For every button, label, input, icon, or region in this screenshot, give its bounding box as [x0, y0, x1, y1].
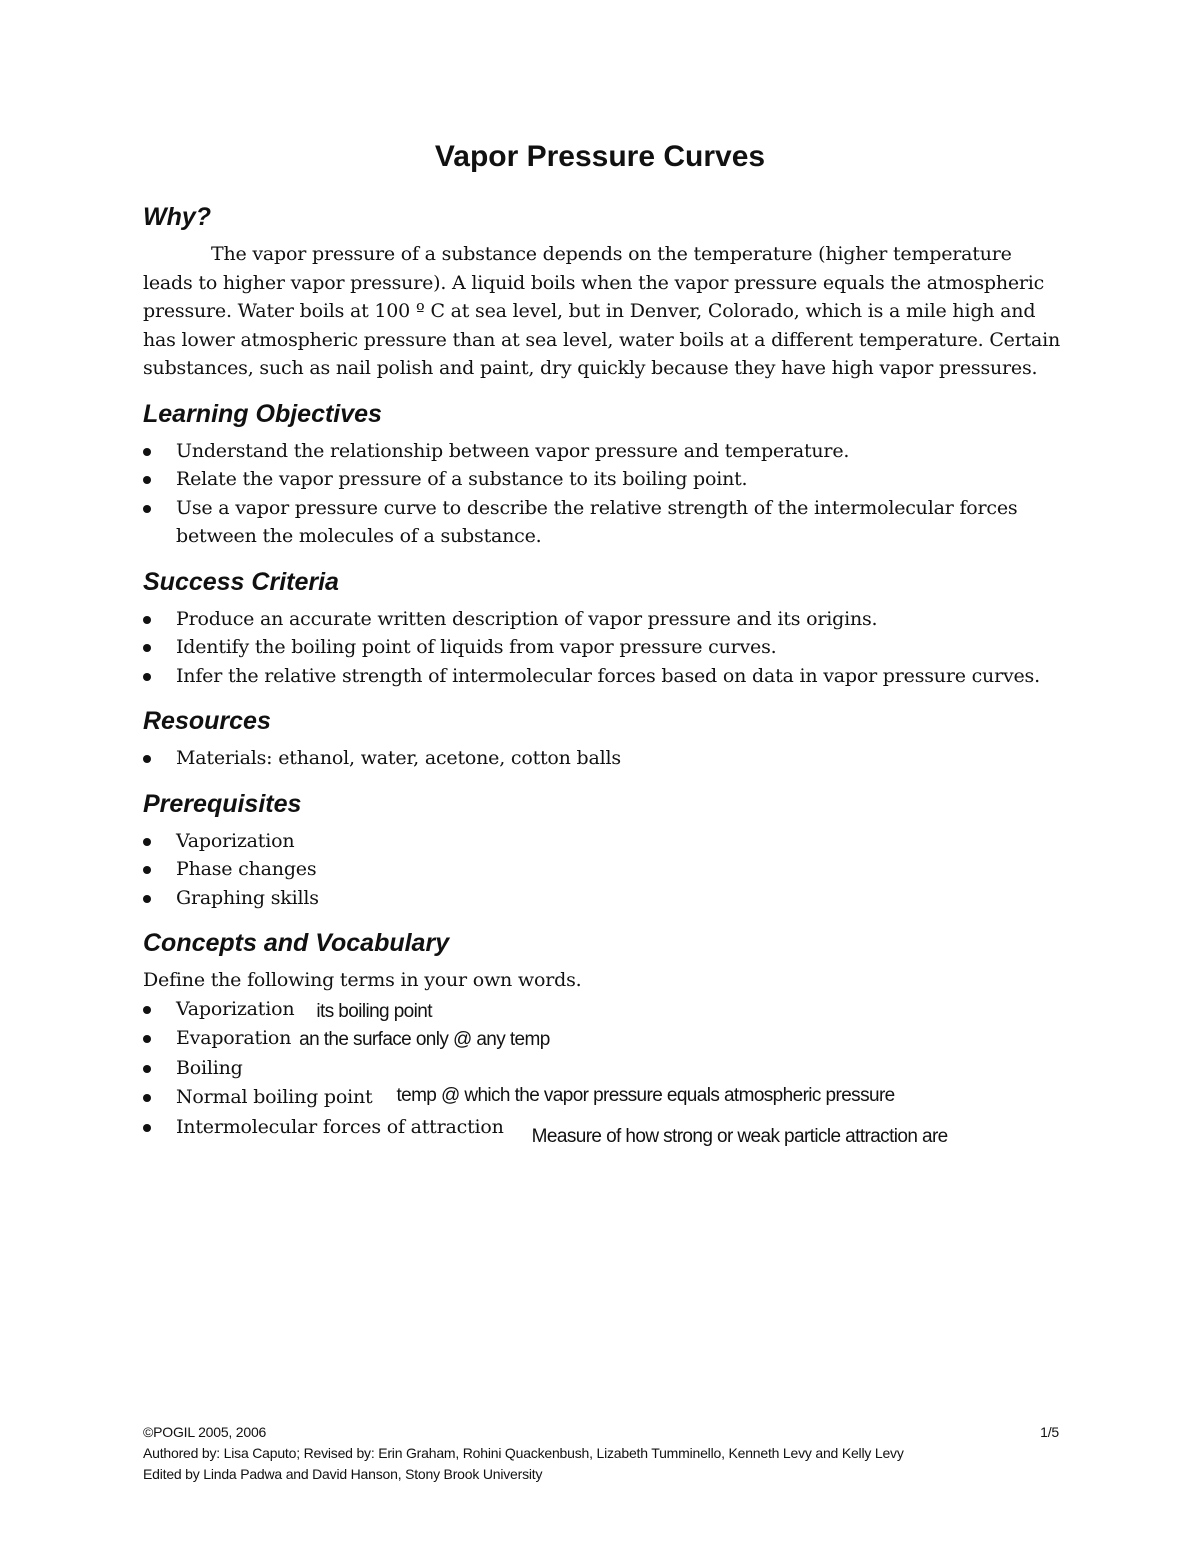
page-number: 1/5 [1040, 1424, 1059, 1440]
learning-objectives-heading: Learning Objectives [143, 399, 382, 428]
why-paragraph: The vapor pressure of a substance depends on the temperature (higher temperature leads to higher vapor pressure). A liquid boils when the vapor pressure equals the atmospheric pressure. Water boils at 100 º C at sea level, but in Denver, Colorado, which is a mile high and has lower atmospheric pressure than at sea level, water boils at a different temperature. Certain substances, such as nail polish and paint, dry quickly because they have high vapor pressures. [143, 243, 1061, 379]
bullet-icon [143, 838, 151, 846]
concepts-instructions: Define the following terms in your own words. [143, 969, 582, 991]
bullet-icon [143, 866, 151, 874]
list-item [143, 633, 1083, 662]
learning-objectives-list [143, 437, 1083, 551]
list-item [143, 662, 1083, 691]
concepts-heading: Concepts and Vocabulary [143, 929, 450, 957]
bullet-icon [143, 476, 151, 484]
list-item-text: Understand the relationship between vapor pressure and temperature. [176, 439, 850, 462]
list-item [143, 744, 1083, 773]
list-item-text: Produce an accurate written description of vapor pressure and its origins. [176, 607, 878, 630]
success-criteria-list [143, 605, 1083, 691]
prerequisites-list [143, 827, 1083, 913]
vocab-answer-field[interactable]: temp @ which the vapor pressure equals atmospheric pressure [396, 1085, 895, 1106]
bullet-icon [143, 1035, 151, 1043]
list-item-text: Phase changes [176, 858, 317, 880]
prerequisites-heading: Prerequisites [143, 789, 302, 818]
resources-heading: Resources [143, 707, 271, 735]
list-item [143, 465, 1083, 494]
bullet-icon [143, 1006, 151, 1014]
list-item-text: Infer the relative strength of intermolecular forces based on data in vapor pressure curves. [176, 664, 1040, 687]
resources-list [143, 744, 1083, 773]
page-title: Vapor Pressure Curves [434, 140, 766, 173]
bullet-icon [143, 895, 151, 903]
editors-line: Edited by Linda Padwa and David Hanson, Stony Brook University [143, 1466, 543, 1482]
list-item [143, 884, 1083, 913]
list-item [143, 494, 1083, 551]
bullet-icon [143, 673, 151, 681]
bullet-icon [143, 1065, 151, 1073]
bullet-icon [143, 755, 151, 763]
vocab-item-vaporization [143, 995, 1083, 1025]
vocab-item-intermolecular-forces [143, 1113, 1083, 1147]
vocab-term: Vaporization [176, 997, 295, 1020]
list-item [143, 605, 1083, 634]
list-item [143, 855, 1083, 884]
vocab-item-evaporation [143, 1024, 1083, 1054]
list-item [143, 827, 1083, 856]
bullet-icon [143, 448, 151, 456]
page-footer [143, 1422, 1059, 1485]
vocab-term: Boiling [176, 1056, 243, 1079]
vocabulary-list [143, 995, 1083, 1147]
vocab-answer-field[interactable]: Measure of how strong or weak particle attraction are [531, 1125, 948, 1147]
vocab-item-normal-boiling-point [143, 1083, 1083, 1113]
list-item-text: Relate the vapor pressure of a substance to its boiling point. [176, 468, 748, 490]
vocab-answer-field[interactable]: its boiling point [316, 1000, 432, 1022]
bullet-icon [143, 505, 151, 513]
worksheet-content [143, 200, 1083, 1147]
vocab-term: Intermolecular forces of attraction [176, 1115, 504, 1138]
vocab-item-boiling [143, 1054, 1083, 1084]
success-criteria-heading: Success Criteria [143, 567, 339, 596]
footer-top-row [143, 1422, 1059, 1443]
why-heading: Why? [143, 203, 212, 231]
list-item-text: Materials: ethanol, water, acetone, cotton balls [176, 747, 621, 769]
authors-line: Authored by: Lisa Caputo; Revised by: Erin Graham, Rohini Quackenbush, Lizabeth Tumminello, Kenneth Levy and Kelly Levy [143, 1445, 904, 1461]
list-item-text: Use a vapor pressure curve to describe the relative strength of the intermolecular forces between the molecules of a substance. [176, 496, 1018, 547]
vocab-answer-field[interactable]: an the surface only @ any temp [299, 1029, 550, 1050]
bullet-icon [143, 644, 151, 652]
list-item-text: Graphing skills [176, 886, 319, 909]
bullet-icon [143, 616, 151, 624]
list-item [143, 437, 1083, 466]
vocab-term: Evaporation [176, 1027, 292, 1049]
bullet-icon [143, 1124, 151, 1132]
copyright: ©POGIL 2005, 2006 [143, 1424, 267, 1440]
vocab-term: Normal boiling point [176, 1086, 373, 1108]
list-item-text: Identify the boiling point of liquids from vapor pressure curves. [176, 636, 777, 658]
bullet-icon [143, 1094, 151, 1102]
list-item-text: Vaporization [176, 829, 295, 852]
